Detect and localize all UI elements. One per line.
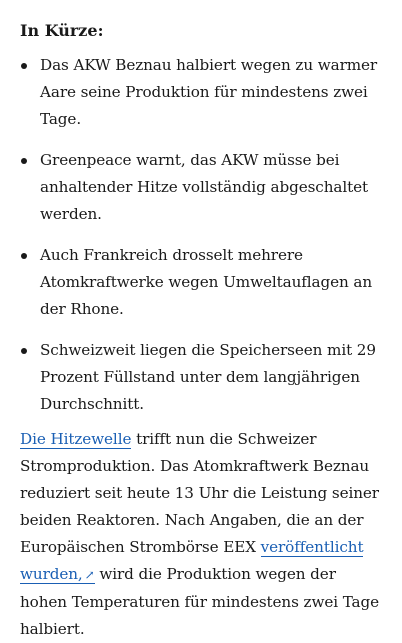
bullet-icon	[21, 348, 27, 354]
summary-item	[20, 242, 382, 323]
veroeffentlicht-link-label: veröffentlicht wurden,	[20, 538, 364, 583]
summary-item-text: Greenpeace warnt, das AKW müsse bei anhaltender Hitze vollständig abgeschaltet werden.	[40, 151, 368, 223]
summary-item	[20, 337, 382, 418]
external-link-icon: ↗	[84, 568, 95, 582]
summary-item-text: Auch Frankreich drosselt mehrere Atomkraftwerke wegen Umweltauflagen an der Rhone.	[40, 246, 373, 318]
summary-heading: In Kürze:	[20, 21, 104, 40]
bullet-icon	[21, 158, 27, 164]
summary-item-text: Schweizweit liegen die Speicherseen mit 29 Prozent Füllstand unter dem langjährigen Durchschnitt.	[40, 341, 376, 413]
summary-item	[20, 147, 382, 228]
summary-item-text: Das AKW Beznau halbiert wegen zu warmer Aare seine Produktion für mindestens zwei Tage.	[40, 56, 378, 128]
bullet-icon	[21, 63, 27, 69]
body-paragraph	[20, 426, 386, 643]
body-text-2: wird die Produktion wegen der hohen Temperaturen für mindestens zwei Tage halbiert.	[20, 565, 380, 638]
body-text-1: trifft nun die Schweizer Stromproduktion. Das Atomkraftwerk Beznau reduziert seit heute 13 Uhr die Leistung seiner beiden Reaktoren. Nach Angaben, die an der Europäischen Strombörse EEX	[20, 430, 379, 556]
hitzewelle-link[interactable]: Die Hitzewelle	[20, 430, 132, 448]
summary-list	[20, 52, 382, 432]
bullet-icon	[21, 253, 27, 259]
summary-item	[20, 52, 382, 133]
